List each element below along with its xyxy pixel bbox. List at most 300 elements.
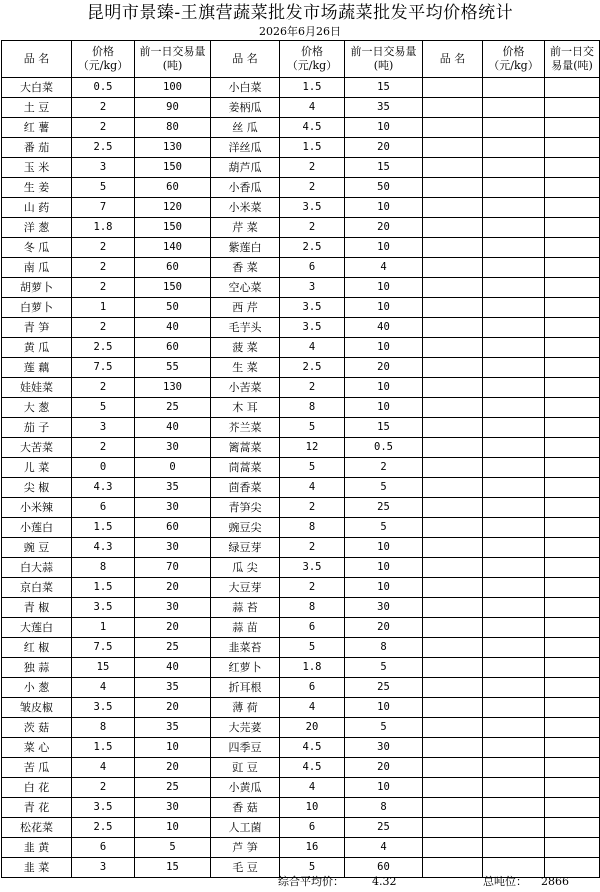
cell-name-1: 青 椒 [2, 598, 72, 618]
cell-name-3 [423, 518, 483, 538]
cell-price-3 [483, 358, 545, 378]
cell-price-3 [483, 118, 545, 138]
cell-name-2: 红萝卜 [211, 658, 280, 678]
cell-name-1: 黄 瓜 [2, 338, 72, 358]
cell-name-3 [423, 298, 483, 318]
cell-name-3 [423, 718, 483, 738]
cell-price-2: 1.5 [280, 78, 345, 98]
cell-price-3 [483, 698, 545, 718]
cell-price-1: 2 [72, 378, 135, 398]
cell-volume-2: 15 [345, 158, 423, 178]
cell-name-1: 白萝卜 [2, 298, 72, 318]
header-volume-1: 前一日交易量(吨) [135, 41, 211, 78]
cell-name-2: 瓜 尖 [211, 558, 280, 578]
cell-volume-1: 60 [135, 258, 211, 278]
cell-price-2: 5 [280, 418, 345, 438]
cell-price-2: 6 [280, 678, 345, 698]
cell-price-3 [483, 318, 545, 338]
cell-name-2: 小黄瓜 [211, 778, 280, 798]
cell-price-1: 7.5 [72, 638, 135, 658]
cell-name-2: 薄 荷 [211, 698, 280, 718]
cell-price-3 [483, 518, 545, 538]
header-name-2: 品 名 [211, 41, 280, 78]
cell-volume-3 [545, 518, 600, 538]
table-row [2, 738, 600, 758]
cell-volume-1: 20 [135, 578, 211, 598]
table-row [2, 138, 600, 158]
cell-name-2: 空心菜 [211, 278, 280, 298]
cell-price-2: 20 [280, 718, 345, 738]
cell-name-2: 篱蒿菜 [211, 438, 280, 458]
cell-price-3 [483, 458, 545, 478]
cell-price-2: 4 [280, 778, 345, 798]
cell-price-2: 10 [280, 798, 345, 818]
cell-name-3 [423, 598, 483, 618]
cell-price-1: 4 [72, 758, 135, 778]
cell-price-1: 3.5 [72, 698, 135, 718]
header-volume-2: 前一日交易量(吨) [345, 41, 423, 78]
cell-name-3 [423, 78, 483, 98]
table-row [2, 798, 600, 818]
cell-name-3 [423, 198, 483, 218]
cell-volume-2: 30 [345, 598, 423, 618]
cell-name-3 [423, 178, 483, 198]
header-price-1: 价格（元/kg） [72, 41, 135, 78]
cell-price-1: 3.5 [72, 598, 135, 618]
cell-price-1: 2 [72, 778, 135, 798]
cell-price-3 [483, 238, 545, 258]
table-row [2, 378, 600, 398]
cell-volume-2: 10 [345, 378, 423, 398]
cell-price-2: 4 [280, 98, 345, 118]
cell-volume-1: 30 [135, 798, 211, 818]
cell-name-2: 蒜 苗 [211, 618, 280, 638]
cell-price-1: 1.5 [72, 738, 135, 758]
cell-volume-1: 35 [135, 478, 211, 498]
cell-name-2: 紫莲白 [211, 238, 280, 258]
table-row [2, 78, 600, 98]
cell-volume-1: 70 [135, 558, 211, 578]
table-row [2, 598, 600, 618]
cell-volume-2: 8 [345, 638, 423, 658]
cell-name-2: 小米菜 [211, 198, 280, 218]
total-tonnage-value: 2866 [541, 875, 569, 888]
cell-volume-1: 30 [135, 598, 211, 618]
cell-name-1: 莲 藕 [2, 358, 72, 378]
cell-volume-3 [545, 78, 600, 98]
cell-name-1: 大莲白 [2, 618, 72, 638]
cell-price-2: 3.5 [280, 318, 345, 338]
cell-price-3 [483, 678, 545, 698]
cell-volume-1: 0 [135, 458, 211, 478]
cell-name-1: 韭 黄 [2, 838, 72, 858]
cell-name-3 [423, 398, 483, 418]
cell-price-1: 1.5 [72, 578, 135, 598]
cell-name-1: 生 姜 [2, 178, 72, 198]
cell-price-3 [483, 418, 545, 438]
cell-price-1: 0.5 [72, 78, 135, 98]
cell-name-3 [423, 238, 483, 258]
cell-volume-3 [545, 298, 600, 318]
cell-price-3 [483, 818, 545, 838]
cell-name-2: 折耳根 [211, 678, 280, 698]
cell-volume-3 [545, 98, 600, 118]
cell-volume-2: 10 [345, 398, 423, 418]
cell-price-3 [483, 538, 545, 558]
cell-name-2: 小苦菜 [211, 378, 280, 398]
cell-name-2: 四季豆 [211, 738, 280, 758]
cell-name-3 [423, 138, 483, 158]
cell-name-1: 小莲白 [2, 518, 72, 538]
cell-price-1: 4.3 [72, 538, 135, 558]
cell-volume-1: 60 [135, 518, 211, 538]
cell-name-1: 大 葱 [2, 398, 72, 418]
cell-price-2: 2 [280, 178, 345, 198]
cell-price-1: 2 [72, 438, 135, 458]
table-row [2, 238, 600, 258]
cell-price-2: 3.5 [280, 298, 345, 318]
cell-name-3 [423, 778, 483, 798]
cell-volume-1: 120 [135, 198, 211, 218]
cell-price-2: 1.5 [280, 138, 345, 158]
header-volume-3: 前一日交易量(吨) [545, 41, 600, 78]
cell-volume-1: 10 [135, 738, 211, 758]
cell-name-3 [423, 678, 483, 698]
cell-volume-3 [545, 558, 600, 578]
cell-price-3 [483, 198, 545, 218]
cell-volume-3 [545, 578, 600, 598]
cell-name-1: 菜 心 [2, 738, 72, 758]
cell-name-1: 白大蒜 [2, 558, 72, 578]
cell-volume-2: 50 [345, 178, 423, 198]
cell-price-1: 5 [72, 178, 135, 198]
cell-volume-1: 25 [135, 398, 211, 418]
cell-volume-3 [545, 498, 600, 518]
cell-price-2: 4 [280, 478, 345, 498]
cell-price-3 [483, 758, 545, 778]
cell-price-2: 6 [280, 618, 345, 638]
cell-volume-1: 35 [135, 718, 211, 738]
table-row [2, 518, 600, 538]
cell-volume-3 [545, 158, 600, 178]
cell-volume-2: 20 [345, 358, 423, 378]
table-row [2, 98, 600, 118]
cell-price-3 [483, 438, 545, 458]
cell-volume-3 [545, 638, 600, 658]
table-header-row [2, 41, 600, 78]
cell-volume-2: 20 [345, 138, 423, 158]
cell-price-3 [483, 738, 545, 758]
cell-volume-1: 35 [135, 678, 211, 698]
cell-volume-3 [545, 318, 600, 338]
cell-price-1: 5 [72, 398, 135, 418]
cell-name-3 [423, 758, 483, 778]
cell-volume-1: 130 [135, 138, 211, 158]
cell-price-3 [483, 98, 545, 118]
cell-volume-1: 150 [135, 278, 211, 298]
cell-volume-3 [545, 618, 600, 638]
cell-volume-2: 20 [345, 618, 423, 638]
cell-name-3 [423, 838, 483, 858]
header-price-3: 价格（元/kg） [483, 41, 545, 78]
table-row [2, 558, 600, 578]
cell-volume-3 [545, 538, 600, 558]
cell-price-3 [483, 78, 545, 98]
table-row [2, 638, 600, 658]
cell-price-2: 12 [280, 438, 345, 458]
cell-name-1: 南 瓜 [2, 258, 72, 278]
cell-name-2: 小白菜 [211, 78, 280, 98]
cell-volume-1: 150 [135, 218, 211, 238]
cell-price-2: 4 [280, 338, 345, 358]
cell-volume-1: 50 [135, 298, 211, 318]
cell-volume-3 [545, 798, 600, 818]
cell-volume-2: 60 [345, 858, 423, 878]
cell-volume-2: 4 [345, 838, 423, 858]
cell-volume-3 [545, 118, 600, 138]
cell-name-3 [423, 278, 483, 298]
cell-volume-1: 30 [135, 438, 211, 458]
cell-name-3 [423, 658, 483, 678]
cell-volume-3 [545, 718, 600, 738]
cell-name-1: 韭 菜 [2, 858, 72, 878]
cell-price-3 [483, 618, 545, 638]
cell-name-2: 茼蒿菜 [211, 458, 280, 478]
cell-price-1: 6 [72, 838, 135, 858]
cell-volume-1: 25 [135, 778, 211, 798]
cell-price-3 [483, 498, 545, 518]
cell-volume-1: 5 [135, 838, 211, 858]
cell-volume-1: 90 [135, 98, 211, 118]
cell-name-3 [423, 638, 483, 658]
table-row [2, 718, 600, 738]
cell-name-3 [423, 818, 483, 838]
cell-volume-1: 140 [135, 238, 211, 258]
cell-name-3 [423, 158, 483, 178]
cell-volume-2: 25 [345, 678, 423, 698]
cell-volume-2: 5 [345, 478, 423, 498]
table-row [2, 278, 600, 298]
cell-name-2: 葫芦瓜 [211, 158, 280, 178]
cell-price-2: 6 [280, 818, 345, 838]
table-row [2, 678, 600, 698]
cell-name-3 [423, 318, 483, 338]
cell-volume-1: 80 [135, 118, 211, 138]
cell-volume-3 [545, 178, 600, 198]
header-price-2: 价格（元/kg） [280, 41, 345, 78]
cell-name-3 [423, 578, 483, 598]
table-row [2, 838, 600, 858]
cell-price-3 [483, 578, 545, 598]
cell-volume-2: 15 [345, 418, 423, 438]
cell-name-3 [423, 338, 483, 358]
cell-volume-2: 40 [345, 318, 423, 338]
cell-price-2: 5 [280, 458, 345, 478]
cell-price-3 [483, 798, 545, 818]
cell-volume-3 [545, 358, 600, 378]
table-body [2, 78, 600, 878]
cell-name-1: 洋 葱 [2, 218, 72, 238]
cell-volume-1: 60 [135, 338, 211, 358]
cell-volume-3 [545, 458, 600, 478]
cell-price-3 [483, 778, 545, 798]
cell-volume-1: 150 [135, 158, 211, 178]
cell-name-2: 丝 瓜 [211, 118, 280, 138]
cell-price-3 [483, 298, 545, 318]
cell-name-2: 茴香菜 [211, 478, 280, 498]
cell-price-1: 7.5 [72, 358, 135, 378]
cell-volume-2: 25 [345, 818, 423, 838]
cell-name-1: 尖 椒 [2, 478, 72, 498]
cell-name-1: 玉 米 [2, 158, 72, 178]
average-price-label: 综合平均价： [278, 875, 344, 888]
page-title: 昆明市景臻-王旗营蔬菜批发市场蔬菜批发平均价格统计 [86, 3, 514, 23]
cell-price-3 [483, 638, 545, 658]
cell-price-2: 2 [280, 378, 345, 398]
cell-price-3 [483, 218, 545, 238]
cell-name-3 [423, 358, 483, 378]
cell-volume-3 [545, 398, 600, 418]
cell-volume-2: 10 [345, 698, 423, 718]
cell-price-1: 2 [72, 98, 135, 118]
cell-name-1: 独 蒜 [2, 658, 72, 678]
cell-price-2: 1.8 [280, 658, 345, 678]
cell-name-1: 白 花 [2, 778, 72, 798]
cell-volume-2: 4 [345, 258, 423, 278]
cell-price-3 [483, 658, 545, 678]
cell-price-2: 3.5 [280, 198, 345, 218]
cell-volume-3 [545, 678, 600, 698]
cell-volume-2: 2 [345, 458, 423, 478]
cell-volume-2: 25 [345, 498, 423, 518]
cell-price-2: 8 [280, 598, 345, 618]
cell-price-3 [483, 718, 545, 738]
cell-volume-3 [545, 198, 600, 218]
cell-volume-1: 20 [135, 758, 211, 778]
table-row [2, 758, 600, 778]
cell-name-2: 芦 笋 [211, 838, 280, 858]
cell-volume-2: 30 [345, 738, 423, 758]
cell-price-1: 2 [72, 238, 135, 258]
cell-volume-2: 15 [345, 78, 423, 98]
cell-volume-3 [545, 138, 600, 158]
cell-name-2: 韭菜苔 [211, 638, 280, 658]
cell-name-3 [423, 798, 483, 818]
table-row [2, 458, 600, 478]
cell-name-2: 木 耳 [211, 398, 280, 418]
cell-price-3 [483, 338, 545, 358]
cell-volume-3 [545, 478, 600, 498]
cell-volume-1: 130 [135, 378, 211, 398]
cell-name-2: 芹 菜 [211, 218, 280, 238]
cell-volume-2: 10 [345, 198, 423, 218]
table-row [2, 818, 600, 838]
cell-price-1: 0 [72, 458, 135, 478]
cell-price-2: 2.5 [280, 238, 345, 258]
cell-volume-2: 5 [345, 518, 423, 538]
cell-volume-3 [545, 258, 600, 278]
cell-name-2: 西 芹 [211, 298, 280, 318]
cell-price-3 [483, 178, 545, 198]
cell-volume-2: 5 [345, 718, 423, 738]
cell-price-2: 2.5 [280, 358, 345, 378]
cell-volume-2: 10 [345, 278, 423, 298]
cell-price-2: 2 [280, 158, 345, 178]
cell-price-3 [483, 478, 545, 498]
cell-price-2: 3 [280, 278, 345, 298]
cell-volume-3 [545, 378, 600, 398]
cell-volume-3 [545, 838, 600, 858]
cell-price-2: 4.5 [280, 758, 345, 778]
cell-price-1: 1.5 [72, 518, 135, 538]
table-row [2, 358, 600, 378]
cell-name-1: 京白菜 [2, 578, 72, 598]
cell-price-2: 5 [280, 638, 345, 658]
cell-price-3 [483, 138, 545, 158]
cell-name-3 [423, 378, 483, 398]
cell-price-1: 2 [72, 278, 135, 298]
cell-name-1: 大白菜 [2, 78, 72, 98]
cell-volume-2: 8 [345, 798, 423, 818]
cell-volume-1: 100 [135, 78, 211, 98]
table-row [2, 218, 600, 238]
cell-price-3 [483, 398, 545, 418]
cell-price-1: 2.5 [72, 338, 135, 358]
cell-volume-2: 10 [345, 338, 423, 358]
cell-volume-1: 20 [135, 618, 211, 638]
cell-price-2: 2 [280, 538, 345, 558]
table-row [2, 658, 600, 678]
cell-name-3 [423, 538, 483, 558]
cell-volume-1: 20 [135, 698, 211, 718]
cell-name-3 [423, 98, 483, 118]
cell-price-1: 3 [72, 418, 135, 438]
cell-name-2: 豇 豆 [211, 758, 280, 778]
cell-name-3 [423, 418, 483, 438]
cell-volume-1: 30 [135, 498, 211, 518]
table-row [2, 178, 600, 198]
cell-volume-1: 55 [135, 358, 211, 378]
cell-price-3 [483, 158, 545, 178]
cell-price-1: 2 [72, 118, 135, 138]
cell-name-2: 大芫荽 [211, 718, 280, 738]
cell-name-3 [423, 458, 483, 478]
table-row [2, 198, 600, 218]
cell-price-3 [483, 258, 545, 278]
cell-volume-2: 35 [345, 98, 423, 118]
cell-name-3 [423, 698, 483, 718]
cell-price-2: 16 [280, 838, 345, 858]
cell-price-1: 2.5 [72, 138, 135, 158]
average-price-value: 4.32 [372, 875, 397, 888]
table-row [2, 498, 600, 518]
table-row [2, 118, 600, 138]
cell-price-1: 1 [72, 618, 135, 638]
cell-volume-2: 10 [345, 558, 423, 578]
cell-name-1: 青 花 [2, 798, 72, 818]
cell-volume-1: 15 [135, 858, 211, 878]
cell-volume-3 [545, 418, 600, 438]
cell-name-1: 红 薯 [2, 118, 72, 138]
cell-price-1: 1.8 [72, 218, 135, 238]
cell-name-2: 人工菌 [211, 818, 280, 838]
cell-volume-1: 25 [135, 638, 211, 658]
cell-name-1: 冬 瓜 [2, 238, 72, 258]
cell-volume-1: 30 [135, 538, 211, 558]
cell-price-1: 6 [72, 498, 135, 518]
cell-volume-2: 20 [345, 758, 423, 778]
cell-name-1: 皱皮椒 [2, 698, 72, 718]
